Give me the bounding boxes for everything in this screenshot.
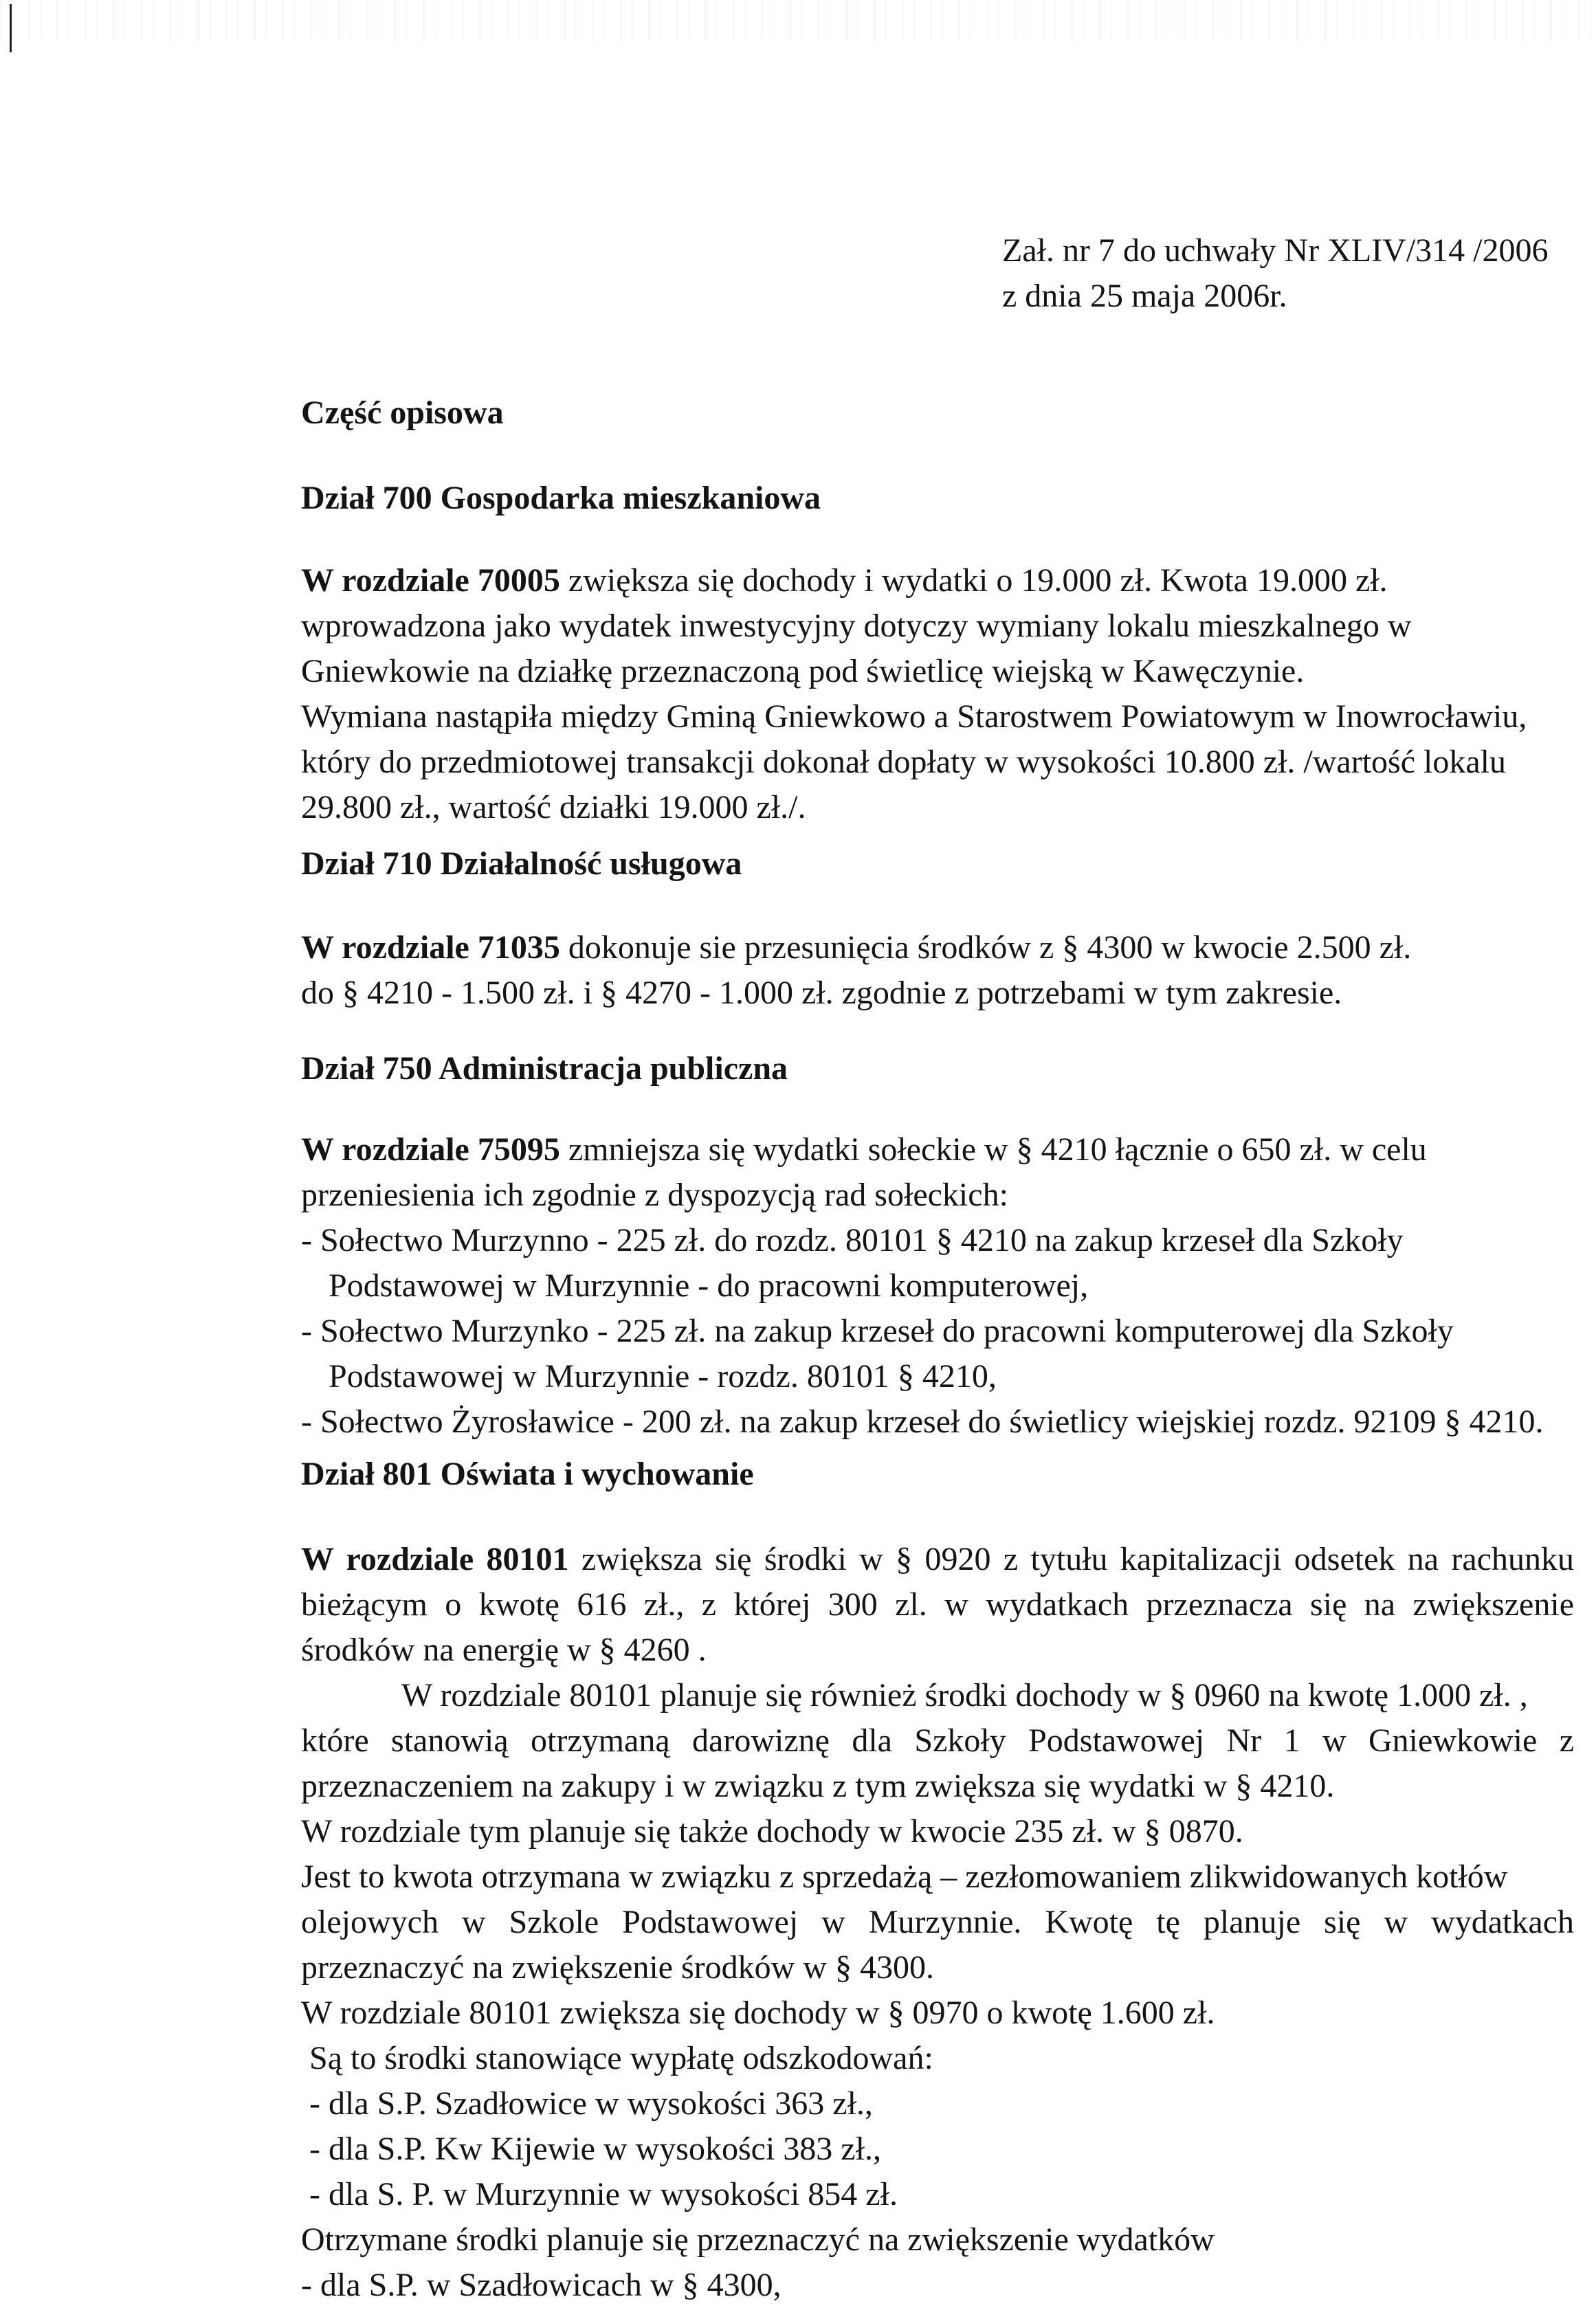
part-title: Część opisowa [301,395,504,431]
section-801-lead: W rozdziale 80101 [301,1541,569,1577]
document-title [301,390,1574,436]
section-801 [301,1452,1574,1497]
section-801-p4-line-3: przeznaczyć na zwiększenie środków w § 4300. [301,1949,934,1986]
section-750-line-2: przeniesienia ich zgodnie z dyspozycją rad sołeckich: [301,1177,1008,1213]
section-700-line-2: wprowadzona jako wydatek inwestycyjny dotyczy wymiany lokalu mieszkalnego w [301,608,1412,644]
section-700-line-5: który do przedmiotowej transakcji dokonał dopłaty w wysokości 10.800 zł. /wartość lokalu [301,744,1506,780]
section-700-line-1 [301,558,1574,603]
section-801-p8: - dla S.P. w Szadłowicach w § 4300, [301,2267,782,2303]
section-750 [301,1046,1574,1091]
section-801-p1-line-3: środków na energię w § 4260 . [301,1632,707,1668]
section-700-heading: Dział 700 Gospodarka mieszkaniowa [301,480,821,516]
header-line-2: z dnia 25 maja 2006r. [1002,278,1287,314]
section-710-line-1-text: dokonuje sie przesunięcia środków z § 4300 w kwocie 2.500 zł. [559,929,1412,966]
section-710 [301,841,1574,887]
section-801-p3: W rozdziale tym planuje się także dochody w kwocie 235 zł. w § 0870. [301,1813,1243,1850]
section-750-item-1-cont: Podstawowej w Murzynnie - do pracowni komputerowej, [329,1267,1089,1304]
section-801-p6: Są to środki stanowiące wypłatę odszkodowań: [309,2040,933,2076]
section-801-p7: Otrzymane środki planuje się przeznaczyć na zwiększenie wydatków [301,2221,1215,2258]
section-801-p1-line-1 [301,1537,1574,1582]
section-750-body [301,1127,1574,1445]
section-801-p4-line-1: Jest to kwota otrzymana w związku z sprzedażą – zezłomowaniem zlikwidowanych kotłów [301,1858,1508,1895]
section-801-list-item-3: - dla S. P. w Murzynnie w wysokości 854 zł. [309,2176,898,2212]
section-801-heading: Dział 801 Oświata i wychowanie [301,1456,754,1492]
section-750-item-2-cont: Podstawowej w Murzynnie - rozdz. 80101 § 4210, [329,1358,997,1395]
section-801-p1-text: zwiększa się środki w § 0920 z tytułu kapitalizacji odsetek na rachunku [568,1541,1574,1577]
section-801-p2-line-2: które stanowią otrzymaną darowiznę dla Szkoły Podstawowej Nr 1 w Gniewkowie z [301,1722,1574,1759]
section-750-line-1 [301,1127,1574,1173]
section-700-line-6: 29.800 zł., wartość działki 19.000 zł./. [301,789,806,825]
section-750-item-3: - Sołectwo Żyrosławice - 200 zł. na zakup krzeseł do świetlicy wiejskiej rozdz. 92109 § 4210. [301,1403,1544,1440]
section-801-list-item-1: - dla S.P. Szadłowice w wysokości 363 zł., [309,2085,873,2122]
section-750-item-1: - Sołectwo Murzynno - 225 zł. do rozdz. 80101 § 4210 na zakup krzeseł dla Szkoły [301,1222,1404,1258]
section-801-body [301,1537,1574,2308]
header-line-1: Zał. nr 7 do uchwały Nr XLIV/314 /2006 [1002,232,1549,269]
section-700-body [301,558,1574,830]
section-700-line-3: Gniewkowie na działkę przeznaczoną pod świetlicę wiejską w Kawęczynie. [301,653,1305,689]
section-801-p4-line-2: olejowych w Szkole Podstawowej w Murzynnie. Kwotę tę planuje się w wydatkach [301,1904,1574,1940]
section-700-line-4: Wymiana nastąpiła między Gminą Gniewkowo a Starostwem Powiatowym w Inowrocławiu, [301,698,1527,735]
section-801-p2-line-1: W rozdziale 80101 planuje się również środki dochody w § 0960 na kwotę 1.000 zł. , [401,1677,1528,1713]
attachment-header [1002,228,1549,319]
section-710-line-2: do § 4210 - 1.500 zł. i § 4270 - 1.000 zł. zgodnie z potrzebami w tym zakresie. [301,975,1342,1011]
section-801-p2-line-3: przeznaczeniem na zakupy i w związku z tym zwiększa się wydatki w § 4210. [301,1768,1335,1804]
section-710-heading: Dział 710 Działalność usługowa [301,845,742,882]
section-700-lead: W rozdziale 70005 [301,562,560,599]
margin-line [10,4,12,52]
section-750-line-1-text: zmniejsza się wydatki sołeckie w § 4210 łącznie o 650 zł. w celu [559,1131,1427,1168]
section-710-body [301,925,1574,1016]
section-750-item-2: - Sołectwo Murzynko - 225 zł. na zakup krzeseł do pracowni komputerowej dla Szkoły [301,1313,1454,1349]
section-750-lead: W rozdziale 75095 [301,1131,560,1168]
section-710-line-1 [301,925,1574,970]
section-700-line-1-text: zwiększa się dochody i wydatki o 19.000 zł. Kwota 19.000 zł. [559,562,1388,599]
scan-noise [0,0,1596,41]
section-750-heading: Dział 750 Administracja publiczna [301,1050,788,1087]
section-801-list-item-2: - dla S.P. Kw Kijewie w wysokości 383 zł., [309,2131,881,2167]
section-700 [301,476,1574,521]
section-801-p1-line-2: bieżącym o kwotę 616 zł., z której 300 zl. w wydatkach przeznacza się na zwiększenie [301,1586,1574,1623]
section-801-p5: W rozdziale 80101 zwiększa się dochody w § 0970 o kwotę 1.600 zł. [301,1995,1215,2031]
section-710-lead: W rozdziale 71035 [301,929,560,966]
